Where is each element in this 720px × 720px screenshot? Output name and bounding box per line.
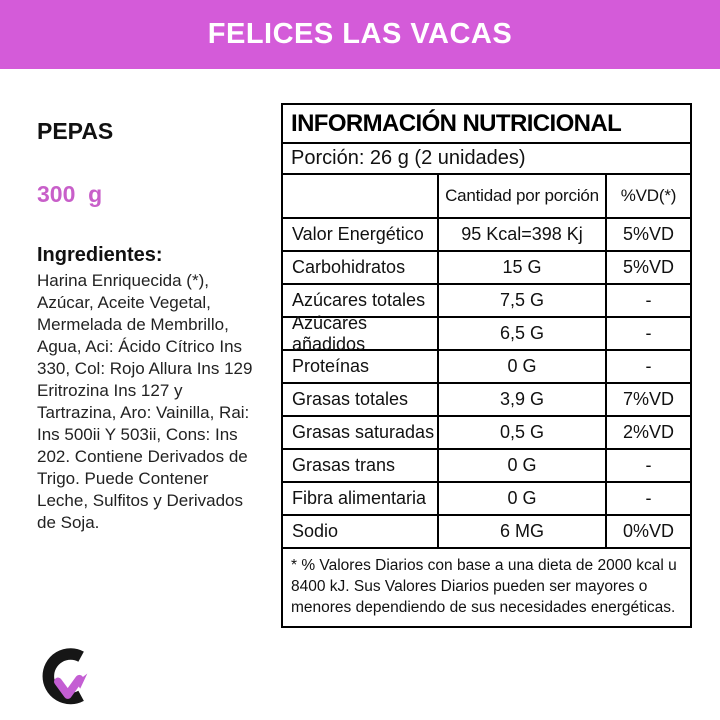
ingredients-line: Eritrozina Ins 127 y (37, 381, 183, 400)
brand-banner (0, 0, 720, 69)
nutrition-grid (283, 175, 690, 549)
amount-per-portion-cell: 0 G (437, 450, 605, 483)
corner-cell (283, 175, 437, 219)
daily-value-cell: 7%VD (605, 384, 690, 417)
product-name: PEPAS (37, 118, 114, 144)
ingredients-line: Harina Enriquecida (*), (37, 271, 209, 290)
brand-logo (34, 645, 98, 711)
ingredients-line: 202. Contiene Derivados de (37, 447, 248, 466)
ingredients-line: Agua, Aci: Ácido Cítrico Ins (37, 337, 243, 356)
daily-value-cell: - (605, 483, 690, 516)
amount-per-portion-cell: 7,5 G (437, 285, 605, 318)
ingredients-line: 330, Col: Rojo Allura Ins 129 (37, 359, 253, 378)
daily-value-cell: - (605, 285, 690, 318)
daily-value-cell: 0%VD (605, 516, 690, 549)
amount-per-portion-cell: 0,5 G (437, 417, 605, 450)
daily-value-cell: - (605, 351, 690, 384)
ingredients-text (37, 270, 275, 534)
column-header: %VD(*) (605, 175, 690, 219)
amount-per-portion-cell: 15 G (437, 252, 605, 285)
nutrient-name-cell: Carbohidratos (283, 252, 437, 285)
amount-per-portion-cell: 95 Kcal=398 Kj (437, 219, 605, 252)
nutrient-name-cell: Valor Energético (283, 219, 437, 252)
daily-values-footnote: * % Valores Diarios con base a una dieta de 2000 kcal u 8400 kJ. Sus Valores Diarios pueden ser mayores o menores dependiendo de sus necesidades energéticas. (291, 557, 677, 616)
logo-icon (34, 645, 98, 711)
nutrient-name-cell: Grasas saturadas (283, 417, 437, 450)
product-info-panel (37, 118, 275, 534)
daily-value-cell: 2%VD (605, 417, 690, 450)
nutrient-name-cell: Fibra alimentaria (283, 483, 437, 516)
portion-row: Porción: 26 g (2 unidades) (283, 144, 690, 175)
nutrient-name-cell: Sodio (283, 516, 437, 549)
nutrition-table (281, 103, 692, 628)
nutrient-name-cell: Azúcares totales (283, 285, 437, 318)
nutrient-name-cell: Proteínas (283, 351, 437, 384)
brand-title: FELICES LAS VACAS (207, 18, 513, 50)
daily-value-cell: 5%VD (605, 252, 690, 285)
amount-per-portion-cell: 6,5 G (437, 318, 605, 351)
amount-per-portion-cell: 0 G (437, 351, 605, 384)
nutrient-name-cell: Azúcares añadidos (283, 318, 437, 351)
nutrient-name-cell: Grasas trans (283, 450, 437, 483)
ingredients-line: de Soja. (37, 513, 100, 532)
nutrition-table-title: INFORMACIÓN NUTRICIONAL (283, 105, 690, 144)
column-header: Cantidad por porción (437, 175, 605, 219)
amount-per-portion-cell: 0 G (437, 483, 605, 516)
ingredients-line: Ins 500ii Y 503ii, Cons: Ins (37, 425, 238, 444)
ingredients-line: Leche, Sulfitos y Derivados (37, 491, 243, 510)
amount-per-portion-cell: 6 MG (437, 516, 605, 549)
ingredients-line: Trigo. Puede Contener (37, 469, 209, 488)
ingredients-line: Azúcar, Aceite Vegetal, (37, 293, 211, 312)
nutrient-name-cell: Grasas totales (283, 384, 437, 417)
daily-value-cell: - (605, 450, 690, 483)
ingredients-heading: Ingredientes: (37, 244, 163, 266)
amount-per-portion-cell: 3,9 G (437, 384, 605, 417)
product-weight: 300 g (37, 181, 103, 207)
daily-value-cell: 5%VD (605, 219, 690, 252)
ingredients-line: Mermelada de Membrillo, (37, 315, 229, 334)
ingredients-line: Tartrazina, Aro: Vainilla, Rai: (37, 403, 250, 422)
daily-value-cell: - (605, 318, 690, 351)
